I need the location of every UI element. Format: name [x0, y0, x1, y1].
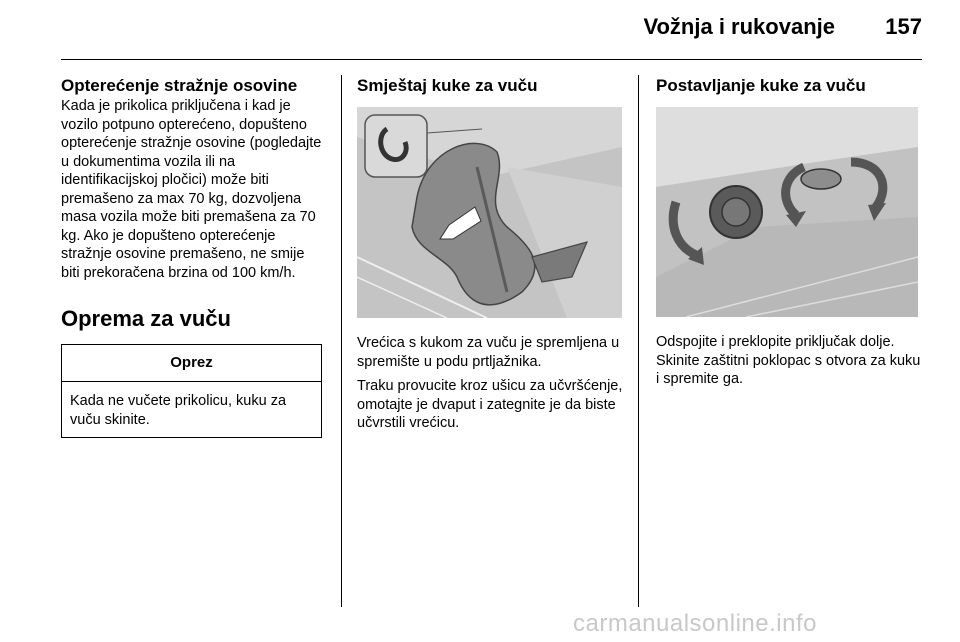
- page-number: 157: [885, 14, 922, 39]
- rear-axle-heading: Opterećenje stražnje osovine: [61, 76, 298, 95]
- tow-hook-socket-illustration: [656, 107, 918, 317]
- tow-hook-bag-illustration: [357, 107, 622, 318]
- rear-axle-text: Kada je prikolica priključena i kad je vozilo potpuno opterećeno, dopušteno opterećenje stražnje osovine (pogledajte u dokumentima vozila ili na identifikacijskoj pločici) može biti premašeno za max 70 kg, dozvoljena masa vozila može biti premašena za 70 kg. Ako je dopušteno opterećenje stražnje osovine premašeno, ne smije biti prekoračena brzina od 100 km/h.: [61, 98, 322, 281]
- caution-text: Kada ne vučete prikolicu, kuku za vuču skinite.: [70, 393, 287, 428]
- column-middle: [357, 75, 625, 433]
- header-rule: [61, 59, 922, 60]
- hook-storage-heading: Smještaj kuke za vuču: [357, 76, 538, 95]
- column-left: [61, 75, 323, 438]
- caution-title: Oprez: [62, 345, 321, 382]
- watermark: carmanualsonline.info: [573, 610, 817, 637]
- column-divider: [638, 75, 639, 607]
- hook-storage-caption: Vrećica s kukom za vuču je spremljena u spremište u podu prtljažnika.: [357, 335, 620, 370]
- hook-strap-caption: Traku provucite kroz ušicu za učvršćenje, omotajte je dvaput i zategnite je da biste učvrstili vrećicu.: [357, 378, 623, 431]
- page-header: [0, 0, 960, 60]
- hook-installation-caption: Odspojite i preklopite priključak dolje. Skinite zaštitni poklopac s otvora za kuku i spremite ga.: [656, 334, 921, 387]
- towing-section-title: Oprema za vuču: [61, 306, 231, 331]
- hook-installation-heading: Postavljanje kuke za vuču: [656, 76, 866, 95]
- caution-box: [61, 344, 322, 438]
- column-divider: [341, 75, 342, 607]
- column-right: [656, 75, 922, 389]
- header-title: Vožnja i rukovanje: [643, 14, 835, 39]
